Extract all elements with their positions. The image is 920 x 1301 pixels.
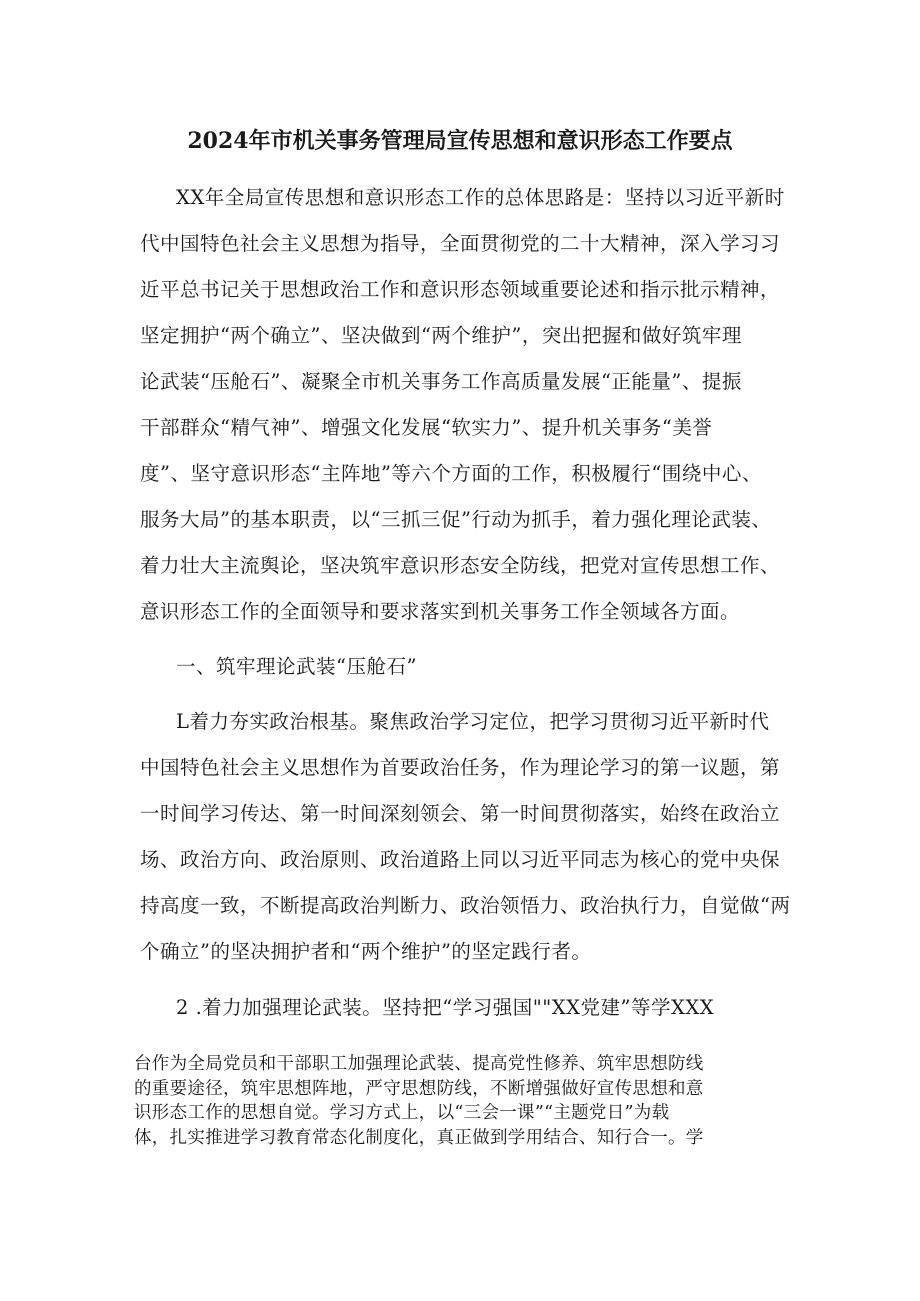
text-line: 一时间学习传达、第一时间深刻领会、第一时间贯彻落实，始终在政治立	[140, 802, 781, 825]
text-line: 论武装“压舱石”、凝聚全市机关事务工作高质量发展“正能量”、提振	[140, 370, 742, 393]
text-line: 2 .着力加强理论武装。坚持把“学习强国""XX党建”等学XXX	[176, 996, 715, 1019]
text-line: 服务大局”的基本职责，以“三抓三促”行动为抓手，着力强化理论武装、	[140, 508, 772, 531]
text-line: 体，扎实推进学习教育常态化制度化，真正做到学用结合、知行合一。学	[134, 1127, 704, 1148]
text-line: 着力壮大主流舆论，坚决筑牢意识形态安全防线，把党对宣传思想工作、	[140, 554, 781, 577]
text-line: 中国特色社会主义思想作为首要政治任务，作为理论学习的第一议题，第	[140, 756, 781, 779]
text-line: 的重要途径，筑牢思想阵地，严守思想防线，不断增强做好宣传思想和意	[134, 1078, 704, 1099]
text-line: 干部群众“精气神”、增强文化发展“软实力”、提升机关事务“美誉	[140, 416, 713, 439]
text-line: 识形态工作的思想自觉。学习方式上，以“三会一课”“主题党日”为载	[134, 1103, 670, 1123]
item-2-continuation	[134, 1052, 804, 1150]
text-line: 坚定拥护“两个确立”、坚决做到“两个维护”，突出把握和做好筑牢理	[140, 324, 742, 347]
text-line: 场、政治方向、政治原则、政治道路上同以习近平同志为核心的党中央保	[140, 848, 781, 871]
text-line: XX年全局宣传思想和意识形态工作的总体思路是：坚持以习近平新时	[176, 186, 785, 209]
text-line: 个确立”的坚决拥护者和“两个维护”的坚定践行者。	[140, 940, 592, 963]
text-line: 近平总书记关于思想政治工作和意识形态领域重要论述和指示批示精神，	[140, 278, 781, 301]
text-line: 台作为全局党员和干部职工加强理论武装、提高党性修养、筑牢思想防线	[134, 1054, 704, 1074]
text-line: 度”、坚守意识形态“主阵地”等六个方面的工作，积极履行“围绕中心、	[140, 462, 762, 485]
text-line: L着力夯实政治根基。聚焦政治学习定位，把学习贯彻习近平新时代	[176, 710, 770, 733]
document-title: 2024年市机关事务管理局宣传思想和意识形态工作要点	[187, 128, 733, 154]
section-heading: 一、筑牢理论武装“压舱石”	[176, 655, 417, 678]
text-line: 意识形态工作的全面领导和要求落实到机关事务工作全领域各方面。	[140, 600, 741, 623]
text-line: 代中国特色社会主义思想为指导，全面贯彻党的二十大精神，深入学习习	[140, 232, 781, 255]
text-line: 持高度一致，不断提高政治判断力、政治领悟力、政治执行力，自觉做“两	[140, 894, 791, 917]
